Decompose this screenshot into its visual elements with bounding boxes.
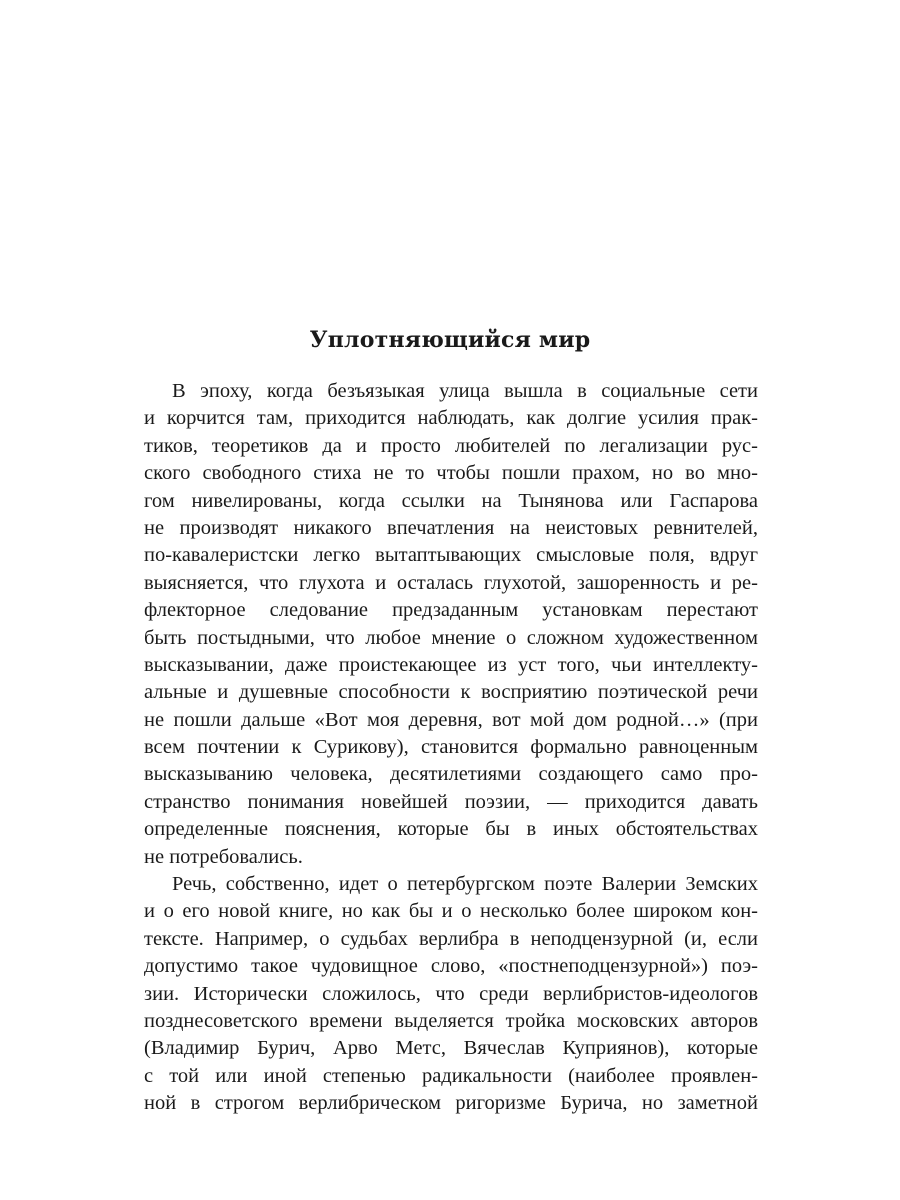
text-line: с той или иной степенью радикальности (наиболее проявлен- <box>144 1064 758 1087</box>
text-line: по-кавалеристски легко вытаптывающих смысловые поля, вдруг <box>144 544 758 567</box>
text-line: (Владимир Бурич, Арво Метс, Вячеслав Куприянов), которые <box>144 1037 758 1060</box>
text-line: и корчится там, приходится наблюдать, как долгие усилия прак- <box>144 407 758 430</box>
text-line: быть постыдными, что любое мнение о сложном художественном <box>144 626 758 649</box>
text-line: странство понимания новейшей поэзии, — приходится давать <box>144 790 758 813</box>
text-line: и о его новой книге, но как бы и о несколько более широком кон- <box>144 900 758 923</box>
body-text <box>144 378 758 1118</box>
text-line: высказыванию человека, десятилетиями создающего само про- <box>144 763 758 786</box>
text-line: не пошли дальше «Вот моя деревня, вот мой дом родной…» (при <box>144 708 758 731</box>
text-line: позднесоветского времени выделяется тройка московских авторов <box>144 1009 758 1032</box>
paragraph-first-line: Речь, собственно, идет о петербургском поэте Валерии Земских <box>172 873 758 896</box>
text-line: определенные пояснения, которые бы в иных обстоятельствах <box>144 818 758 841</box>
text-line: высказывании, даже проистекающее из уст того, чьи интеллекту- <box>144 653 758 676</box>
text-line: не потребовались. <box>144 845 303 868</box>
text-line: допустимо такое чудовищное слово, «постнеподцензурной») поэ- <box>144 955 758 978</box>
text-line: ского свободного стиха не то чтобы пошли прахом, но во мно- <box>144 462 758 485</box>
text-line: всем почтении к Сурикову), становится формально равноценным <box>144 736 758 759</box>
chapter-title: Уплотняющийся мир <box>309 327 591 353</box>
text-line: не производят никакого впечатления на неистовых ревнителей, <box>144 516 758 539</box>
text-line: тексте. Например, о судьбах верлибра в неподцензурной (и, если <box>144 927 758 950</box>
text-line: выясняется, что глухота и осталась глухотой, зашоренность и ре- <box>144 571 758 594</box>
text-line: гом нивелированы, когда ссылки на Тынянова или Гаспарова <box>144 489 758 512</box>
text-line: альные и душевные способности к восприятию поэтической речи <box>144 681 758 704</box>
text-line: зии. Исторически сложилось, что среди верлибристов-идеологов <box>144 982 758 1005</box>
text-line: ной в строгом верлибрическом ригоризме Бурича, но заметной <box>144 1092 758 1115</box>
text-line: флекторное следование предзаданным установкам перестают <box>144 599 758 622</box>
paragraph-first-line: В эпоху, когда безъязыкая улица вышла в социальные сети <box>172 380 758 402</box>
text-line: тиков, теоретиков да и просто любителей по легализации рус- <box>144 434 758 457</box>
